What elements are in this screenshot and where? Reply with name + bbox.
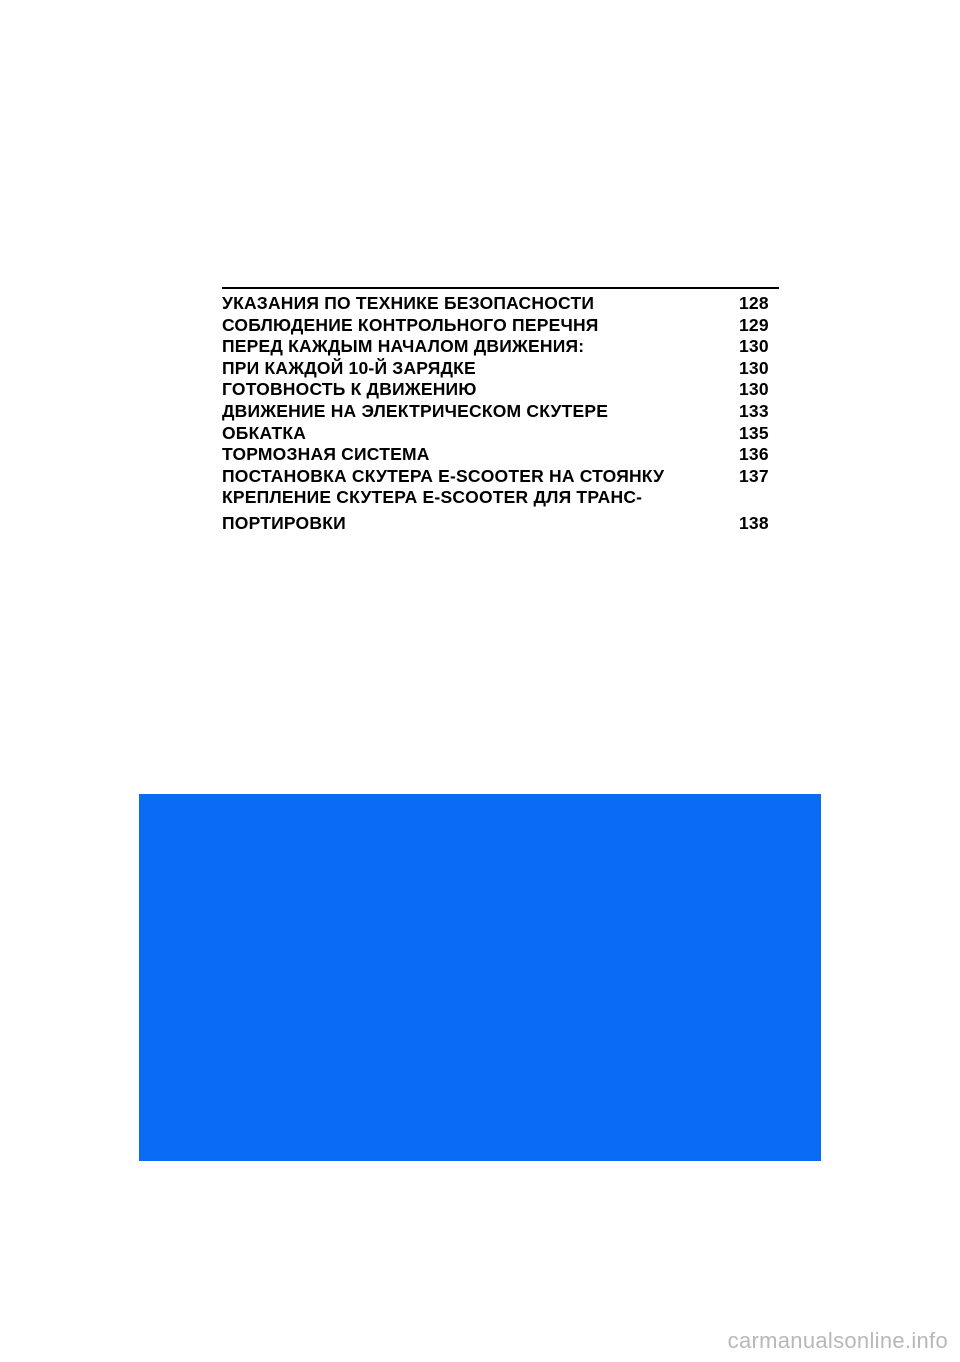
toc-entry-page: 129 [739,314,769,335]
watermark-text: carmanualsonline.info [727,1328,948,1353]
toc-entry[interactable] [222,423,779,445]
toc-entry-page: 135 [739,422,769,443]
toc-entry-title-line: УКАЗАНИЯ ПО ТЕХНИКЕ БЕЗОПАСНОСТИ [222,293,595,313]
toc-entry[interactable] [222,336,779,358]
toc-entry-title-line: ПОСТАНОВКА СКУТЕРА E-SCOOTER НА СТОЯНКУ [222,465,665,486]
toc-entry-title [222,379,739,401]
toc-entry-title [222,358,739,380]
toc-entry[interactable] [222,487,779,534]
toc-entry-page: 138 [739,512,769,533]
toc-entry-page: 137 [739,465,769,486]
toc-entry[interactable] [222,466,779,488]
toc-entry-page: 128 [739,293,769,313]
toc-entry-title-line: ГОТОВНОСТЬ К ДВИЖЕНИЮ [222,379,477,400]
toc-entry[interactable] [222,293,779,315]
toc-entry[interactable] [222,401,779,423]
toc-entry-title [222,466,739,488]
toc-entry[interactable] [222,358,779,380]
toc-entry-title [222,315,739,337]
toc-entry[interactable] [222,315,779,337]
toc-entry-title [222,293,739,315]
toc-entry-title-line: ОБКАТКА [222,422,307,443]
toc-entry-title-line: СОБЛЮДЕНИЕ КОНТРОЛЬНОГО ПЕРЕЧНЯ [222,314,599,335]
toc-entry-title [222,444,739,466]
toc-entry-page: 136 [739,444,769,465]
table-of-contents [222,287,779,535]
toc-entry[interactable] [222,379,779,401]
blue-color-block [139,794,821,1161]
toc-entry-title [222,336,739,358]
toc-entry-title-line: ДВИЖЕНИЕ НА ЭЛЕКТРИЧЕСКОМ СКУТЕРЕ [222,400,609,421]
toc-entry-title-line: ТОРМОЗНАЯ СИСТЕМА [222,444,430,465]
toc-entry-page: 130 [739,357,769,378]
toc-entry-title-line: ПРИ КАЖДОЙ 10-Й ЗАРЯДКЕ [222,357,476,378]
toc-entry-title-line: ПОРТИРОВКИ [222,512,346,533]
toc-entry-title [222,401,739,423]
toc-entry-page: 130 [739,379,769,400]
toc-entry-title-line: КРЕПЛЕНИЕ СКУТЕРА E-SCOOTER ДЛЯ ТРАНС- [222,487,643,508]
toc-entry[interactable] [222,444,779,466]
toc-entry-title [222,487,739,534]
toc-entry-title-line: ПЕРЕД КАЖДЫМ НАЧАЛОМ ДВИЖЕНИЯ: [222,336,585,357]
toc-entry-page: 130 [739,336,769,357]
toc-entry-page: 133 [739,400,769,421]
toc-entry-title [222,423,739,445]
